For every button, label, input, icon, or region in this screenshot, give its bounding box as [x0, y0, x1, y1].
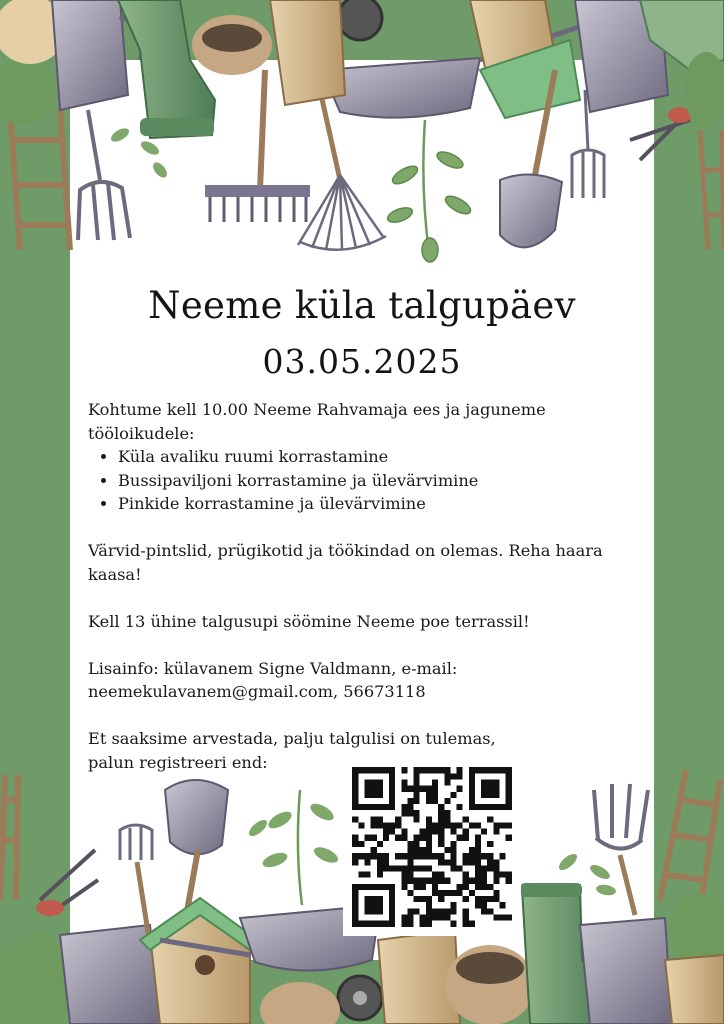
task-list	[88, 445, 648, 516]
top-tools-cluster	[0, 0, 724, 262]
ladder-icon	[0, 775, 18, 900]
list-item: • Küla avaliku ruumi korrastamine	[118, 445, 648, 469]
event-date: 03.05.2025	[262, 342, 462, 381]
register-text-2: palun registreeri end:	[88, 752, 268, 772]
pot-icon	[260, 982, 340, 1024]
rubber-boot-icon	[118, 0, 215, 138]
birdhouse-icon	[140, 898, 258, 1024]
pruning-shears-icon	[36, 850, 98, 916]
supplies-text: Värvid-pintslid, prügikotid ja töökindad on olemas. Reha haara kaasa!	[88, 541, 603, 584]
ladder-icon	[660, 770, 720, 910]
lunch-text: Kell 13 ühine talgusupi söömine Neeme poe terrassil!	[88, 611, 530, 631]
plant-bush-icon	[0, 60, 56, 124]
poster-title: Neeme küla talgupäev	[148, 284, 576, 327]
contact-email-phone: neemekulavanem@gmail.com, 56673118	[88, 682, 426, 701]
ladder-icon	[700, 130, 724, 250]
pruning-shears-icon	[630, 107, 692, 160]
pitchfork-icon	[594, 784, 648, 915]
plant-sprout-icon	[386, 120, 473, 262]
plant-sprout-icon	[246, 790, 340, 905]
ladder-icon	[10, 110, 70, 250]
poster-body	[88, 398, 648, 774]
birdhouse-icon	[270, 0, 345, 105]
register-text: Et saaksime arvestada, palju talgulisi on tulemas,	[88, 729, 496, 748]
registration-qr-code[interactable]	[343, 758, 521, 936]
contact-line: Lisainfo: külavanem Signe Valdmann, e-mail:	[88, 658, 458, 678]
pot-icon	[665, 955, 724, 1024]
list-item: • Bussipaviljoni korrastamine ja ülevärvimine	[118, 469, 648, 493]
qr-code-icon	[343, 758, 521, 936]
intro-text: Kohtume kell 10.00 Neeme Rahvamaja ees ja jaguneme tööloikudele:	[88, 400, 546, 443]
list-item: • Pinkide korrastamine ja ülevärvimine	[118, 492, 648, 516]
watering-can-icon	[580, 918, 672, 1024]
